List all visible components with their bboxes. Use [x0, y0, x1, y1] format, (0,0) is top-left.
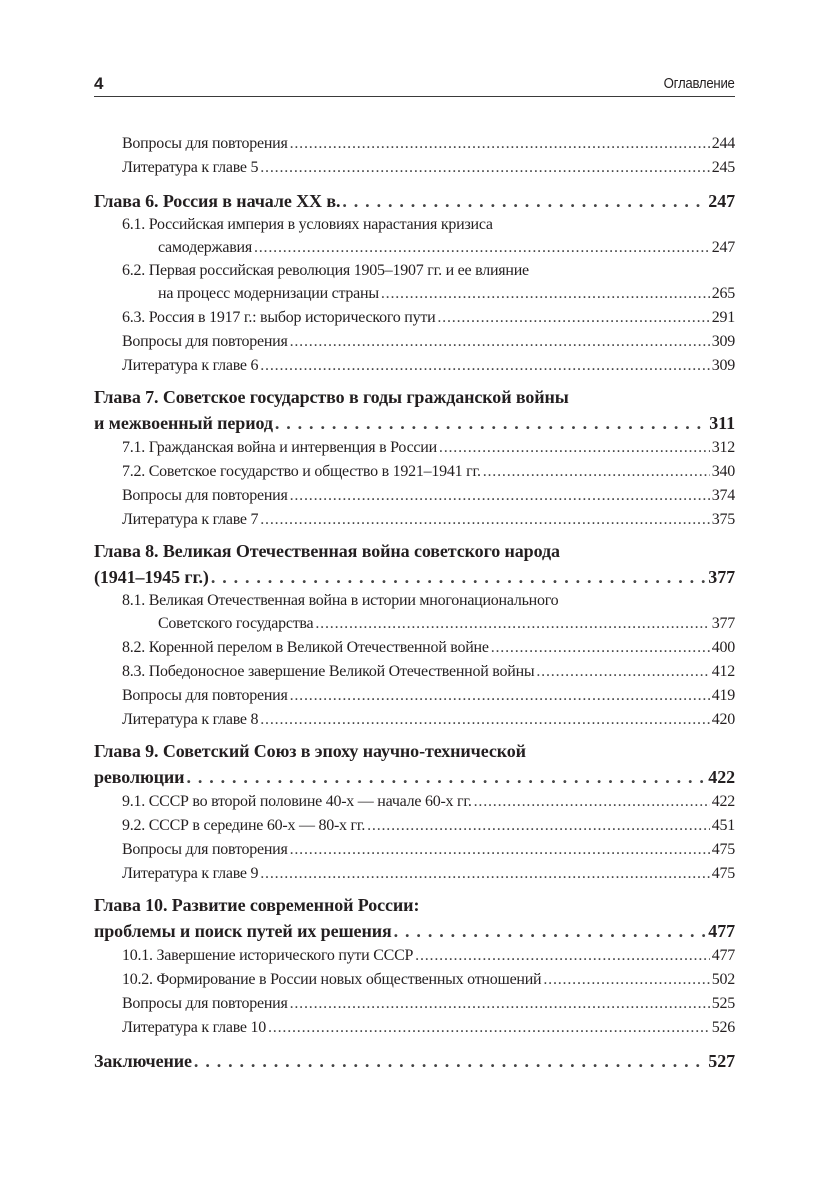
toc-entry[interactable]: 7.1. Гражданская война и интервенция в России . . . 312 — [94, 436, 735, 460]
page-number: 4 — [94, 74, 104, 93]
leader-dots — [254, 236, 710, 260]
leader-dots — [260, 508, 710, 532]
leader-dots — [474, 790, 710, 814]
leader-dots — [536, 660, 709, 684]
running-title: Оглавление — [664, 75, 735, 92]
toc-chapter-10[interactable]: Глава 10. Развитие современной России: проблемы и поиск путей их решения . . . 477 — [94, 892, 735, 944]
leader-dots — [491, 636, 710, 660]
toc-entry[interactable]: Литература к главе 5 . . . 245 — [94, 156, 735, 180]
toc-entry[interactable]: Вопросы для повторения . . . 309 — [94, 330, 735, 354]
toc-entry[interactable]: Вопросы для повторения . . . 419 — [94, 684, 735, 708]
toc-conclusion[interactable]: Заключение . . . 527 — [94, 1048, 735, 1074]
toc-entry[interactable]: 8.1. Великая Отечественная война в истории многонационального Советского государства . . . 377 — [94, 590, 735, 636]
toc-entry[interactable]: Литература к главе 6 . . . 309 — [94, 354, 735, 378]
toc-chapter-8[interactable]: Глава 8. Великая Отечественная война советского народа (1941–1945 гг.) . . . 377 — [94, 538, 735, 590]
toc-entry[interactable]: 8.2. Коренной перелом в Великой Отечественной войне . . . 400 — [94, 636, 735, 660]
toc-entry[interactable]: Литература к главе 7 . . . 375 — [94, 508, 735, 532]
toc-entry[interactable]: Литература к главе 9 . . . 475 — [94, 862, 735, 886]
leader-dots — [290, 838, 710, 862]
toc-entry[interactable]: Вопросы для повторения . . . 475 — [94, 838, 735, 862]
toc-entry[interactable]: Литература к главе 8 . . . 420 — [94, 708, 735, 732]
toc-entry[interactable]: 6.2. Первая российская революция 1905–1907 гг. и ее влияние на процесс модернизации страны . . . 265 — [94, 260, 735, 306]
leader-dots — [211, 564, 706, 590]
toc-entry[interactable]: 10.1. Завершение исторического пути СССР . . . 477 — [94, 944, 735, 968]
leader-dots — [439, 436, 710, 460]
toc-entry[interactable]: 9.2. СССР в середине 60-х — 80-х гг. . . . 451 — [94, 814, 735, 838]
toc-chapter-7[interactable]: Глава 7. Советское государство в годы гражданской войны и межвоенный период . . . 311 — [94, 384, 735, 436]
leader-dots — [367, 814, 710, 838]
leader-dots — [290, 484, 710, 508]
toc-entry[interactable]: 6.1. Российская империя в условиях нарастания кризиса самодержавия . . . 247 — [94, 214, 735, 260]
toc-chapter-9[interactable]: Глава 9. Советский Союз в эпоху научно-технической революции . . . 422 — [94, 738, 735, 790]
toc-entry[interactable]: 9.1. СССР во второй половине 40-х — начале 60-х гг. . . . 422 — [94, 790, 735, 814]
leader-dots — [260, 862, 710, 886]
toc-entry[interactable]: 6.3. Россия в 1917 г.: выбор исторического пути . . . 291 — [94, 306, 735, 330]
leader-dots — [381, 282, 710, 306]
leader-dots — [342, 188, 706, 214]
toc-chapter-6[interactable]: Глава 6. Россия в начале XX в. . . . 247 — [94, 188, 735, 214]
leader-dots — [315, 612, 709, 636]
table-of-contents — [94, 132, 735, 1074]
leader-dots — [268, 1016, 710, 1040]
toc-entry[interactable]: 10.2. Формирование в России новых общественных отношений . . . 502 — [94, 968, 735, 992]
leader-dots — [260, 156, 710, 180]
toc-entry[interactable]: Вопросы для повторения . . . 525 — [94, 992, 735, 1016]
leader-dots — [415, 944, 710, 968]
leader-dots — [483, 460, 710, 484]
toc-entry[interactable]: Литература к главе 10 . . . 526 — [94, 1016, 735, 1040]
leader-dots — [186, 764, 706, 790]
leader-dots — [260, 708, 710, 732]
toc-entry[interactable]: 8.3. Победоносное завершение Великой Отечественной войны . . . 412 — [94, 660, 735, 684]
leader-dots — [290, 684, 710, 708]
running-header — [94, 72, 735, 97]
leader-dots — [437, 306, 709, 330]
leader-dots — [394, 918, 707, 944]
leader-dots — [275, 410, 707, 436]
leader-dots — [290, 132, 710, 156]
toc-entry[interactable]: 7.2. Советское государство и общество в 1921–1941 гг. . . . 340 — [94, 460, 735, 484]
toc-entry[interactable]: Вопросы для повторения . . . 374 — [94, 484, 735, 508]
leader-dots — [290, 330, 710, 354]
toc-entry[interactable]: Вопросы для повторения . . . 244 — [94, 132, 735, 156]
leader-dots — [260, 354, 710, 378]
leader-dots — [290, 992, 710, 1016]
leader-dots — [543, 968, 709, 992]
leader-dots — [194, 1048, 706, 1074]
